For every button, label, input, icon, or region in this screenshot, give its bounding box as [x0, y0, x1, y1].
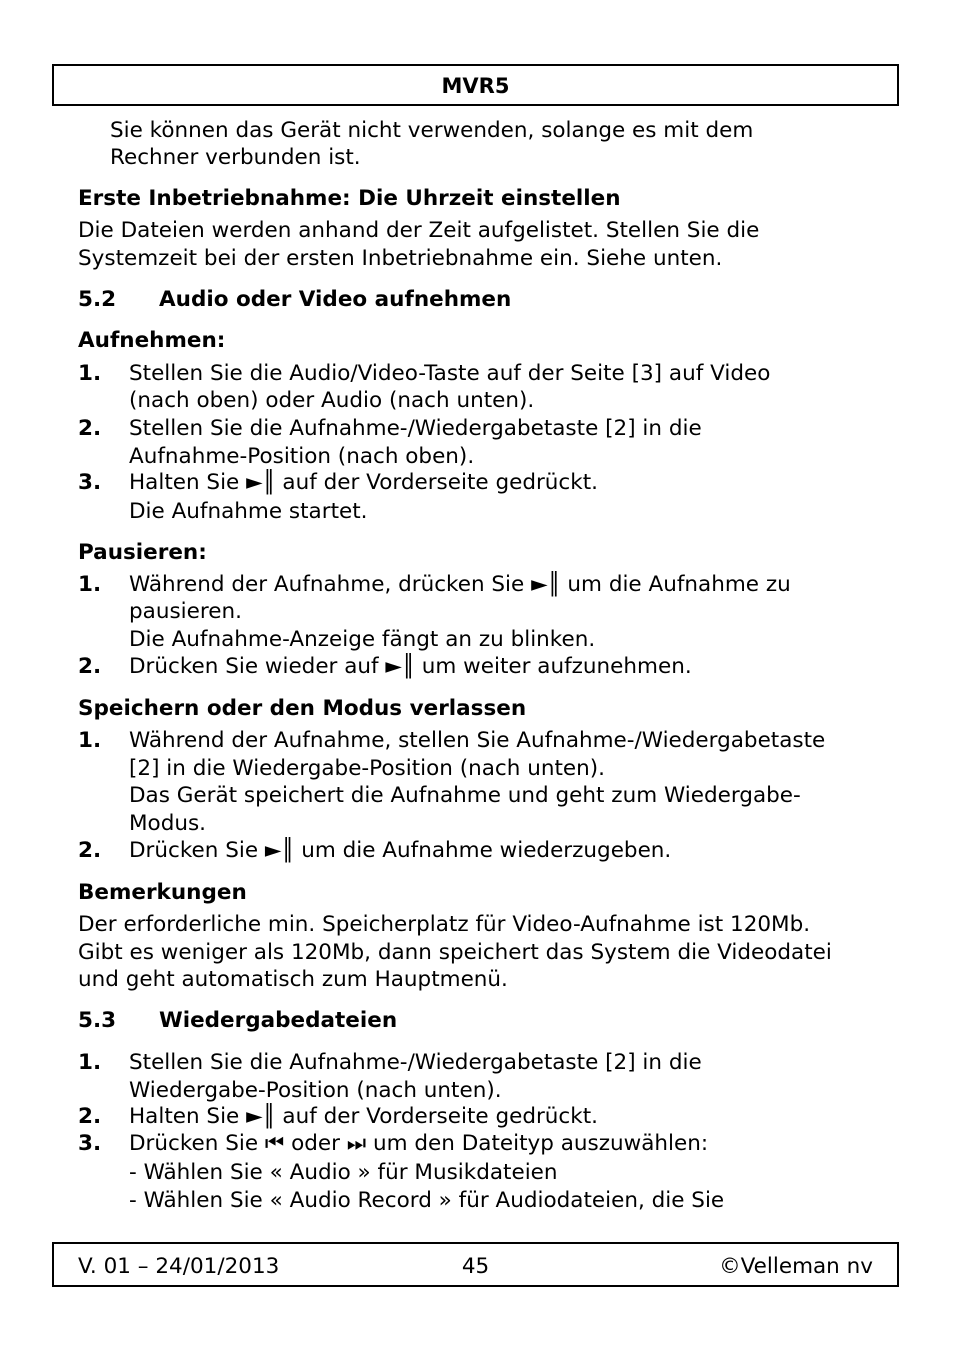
- list-item-text: Wiedergabe-Position (nach unten).: [129, 1078, 502, 1103]
- list-item-number: 2.: [78, 838, 102, 863]
- paragraph-line: Die Dateien werden anhand der Zeit aufgelistet. Stellen Sie die: [78, 218, 760, 243]
- list-item-text: Stellen Sie die Audio/Video-Taste auf der Seite [3] auf Video: [129, 361, 771, 386]
- list-item-text: Drücken Sie ⏮ oder ⏭ um den Dateityp auszuwählen:: [129, 1131, 709, 1156]
- list-item-text: - Wählen Sie « Audio » für Musikdateien: [129, 1160, 558, 1185]
- list-item-text: Das Gerät speichert die Aufnahme und geht zum Wiedergabe-: [129, 783, 801, 808]
- heading-speichern: Speichern oder den Modus verlassen: [78, 696, 527, 721]
- list-item-text: Halten Sie ►║ auf der Vorderseite gedrückt.: [129, 1104, 598, 1129]
- list-item-text: Während der Aufnahme, stellen Sie Aufnahme-/Wiedergabetaste: [129, 728, 826, 753]
- footer-version: V. 01 – 24/01/2013: [78, 1254, 280, 1279]
- section-title: Wiedergabedateien: [159, 1008, 398, 1033]
- list-item-number: 1.: [78, 728, 102, 753]
- list-item-text: Die Aufnahme startet.: [129, 499, 368, 524]
- list-item-number: 1.: [78, 361, 102, 386]
- list-item-number: 2.: [78, 654, 102, 679]
- list-item-text: Während der Aufnahme, drücken Sie ►║ um die Aufnahme zu: [129, 572, 791, 597]
- list-item-number: 1.: [78, 1050, 102, 1075]
- list-item-text: Halten Sie ►║ auf der Vorderseite gedrückt.: [129, 470, 598, 495]
- list-item-text: Modus.: [129, 811, 207, 836]
- list-item-text: Drücken Sie ►║ um die Aufnahme wiederzugeben.: [129, 838, 672, 863]
- list-item-text: [2] in die Wiedergabe-Position (nach unten).: [129, 756, 605, 781]
- list-item-text: Drücken Sie wieder auf ►║ um weiter aufzunehmen.: [129, 654, 692, 679]
- document-title: MVR5: [441, 74, 510, 98]
- list-item-text: (nach oben) oder Audio (nach unten).: [129, 388, 535, 413]
- heading-bemerkungen: Bemerkungen: [78, 880, 247, 905]
- intro-line: Sie können das Gerät nicht verwenden, solange es mit dem: [110, 118, 754, 143]
- footer-box: [52, 1242, 899, 1287]
- paragraph-line: Der erforderliche min. Speicherplatz für Video-Aufnahme ist 120Mb.: [78, 912, 811, 937]
- intro-line: Rechner verbunden ist.: [110, 145, 361, 170]
- list-item-text: Stellen Sie die Aufnahme-/Wiedergabetaste [2] in die: [129, 416, 702, 441]
- list-item-text: pausieren.: [129, 599, 242, 624]
- heading-pausieren: Pausieren:: [78, 540, 207, 565]
- footer-page-number: 45: [461, 1254, 490, 1279]
- section-number: 5.3: [78, 1008, 117, 1033]
- heading-aufnehmen: Aufnehmen:: [78, 328, 226, 353]
- paragraph-line: Gibt es weniger als 120Mb, dann speichert das System die Videodatei: [78, 940, 832, 965]
- list-item-text: Aufnahme-Position (nach oben).: [129, 444, 475, 469]
- list-item-text: - Wählen Sie « Audio Record » für Audiodateien, die Sie: [129, 1188, 725, 1213]
- list-item-text: Stellen Sie die Aufnahme-/Wiedergabetaste [2] in die: [129, 1050, 702, 1075]
- footer-copyright: ©Velleman nv: [719, 1254, 873, 1279]
- paragraph-line: Systemzeit bei der ersten Inbetriebnahme ein. Siehe unten.: [78, 246, 723, 271]
- list-item-number: 2.: [78, 1104, 102, 1129]
- header-box: [52, 64, 899, 106]
- list-item-text: Die Aufnahme-Anzeige fängt an zu blinken.: [129, 627, 596, 652]
- list-item-number: 1.: [78, 572, 102, 597]
- list-item-number: 2.: [78, 416, 102, 441]
- heading-erste-inbetriebnahme: Erste Inbetriebnahme: Die Uhrzeit einstellen: [78, 186, 621, 211]
- section-number: 5.2: [78, 287, 117, 312]
- section-title: Audio oder Video aufnehmen: [159, 287, 512, 312]
- paragraph-line: und geht automatisch zum Hauptmenü.: [78, 967, 508, 992]
- list-item-number: 3.: [78, 1131, 102, 1156]
- list-item-number: 3.: [78, 470, 102, 495]
